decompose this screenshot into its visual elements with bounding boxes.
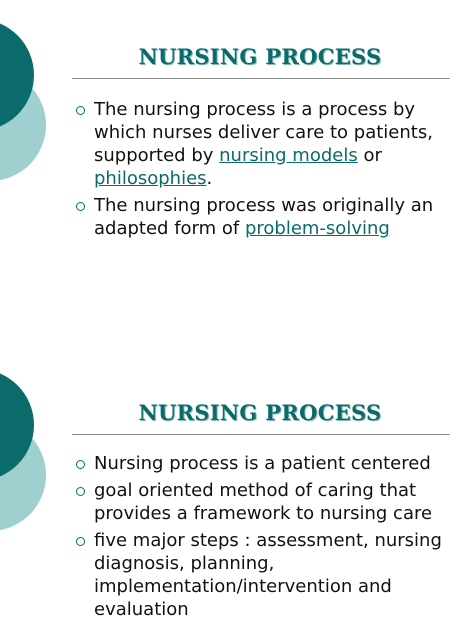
hyperlink[interactable]: philosophies [94, 168, 207, 189]
bullet-list [76, 98, 456, 244]
bullet-list [76, 452, 456, 625]
bullet-circle-icon [76, 106, 85, 115]
title-divider [72, 434, 450, 435]
bullet-text: or [357, 145, 382, 166]
bullet-item [76, 452, 456, 475]
bullet-item [76, 98, 456, 190]
bullet-text: . [206, 168, 213, 189]
bullet-item [76, 194, 456, 240]
bullet-text: goal oriented method of caring that provides a framework to nursing care [94, 480, 433, 524]
title-divider [72, 78, 450, 79]
hyperlink[interactable]: problem-solving [244, 218, 390, 239]
bullet-text: five major steps : assessment, nursing diagnosis, planning, implementation/intervention and evaluation [94, 530, 442, 620]
slide-2 [0, 350, 474, 632]
bullet-circle-icon [76, 537, 85, 546]
bullet-circle-icon [76, 487, 85, 496]
bullet-text: The nursing process was originally an adapted form of [94, 195, 434, 239]
slide-title: NURSING PROCESS [138, 44, 382, 69]
slide-title: NURSING PROCESS [138, 400, 382, 425]
bullet-circle-icon [76, 460, 85, 469]
bullet-item [76, 479, 456, 525]
decorative-circles [0, 0, 60, 200]
hyperlink[interactable]: nursing models [219, 145, 358, 166]
bullet-item [76, 529, 456, 621]
bullet-circle-icon [76, 202, 85, 211]
bullet-text: Nursing process is a patient centered [94, 453, 431, 474]
decorative-circles [0, 350, 60, 550]
bullet-text: The nursing process is a process by which nurses deliver care to patients, supported by [94, 99, 433, 166]
